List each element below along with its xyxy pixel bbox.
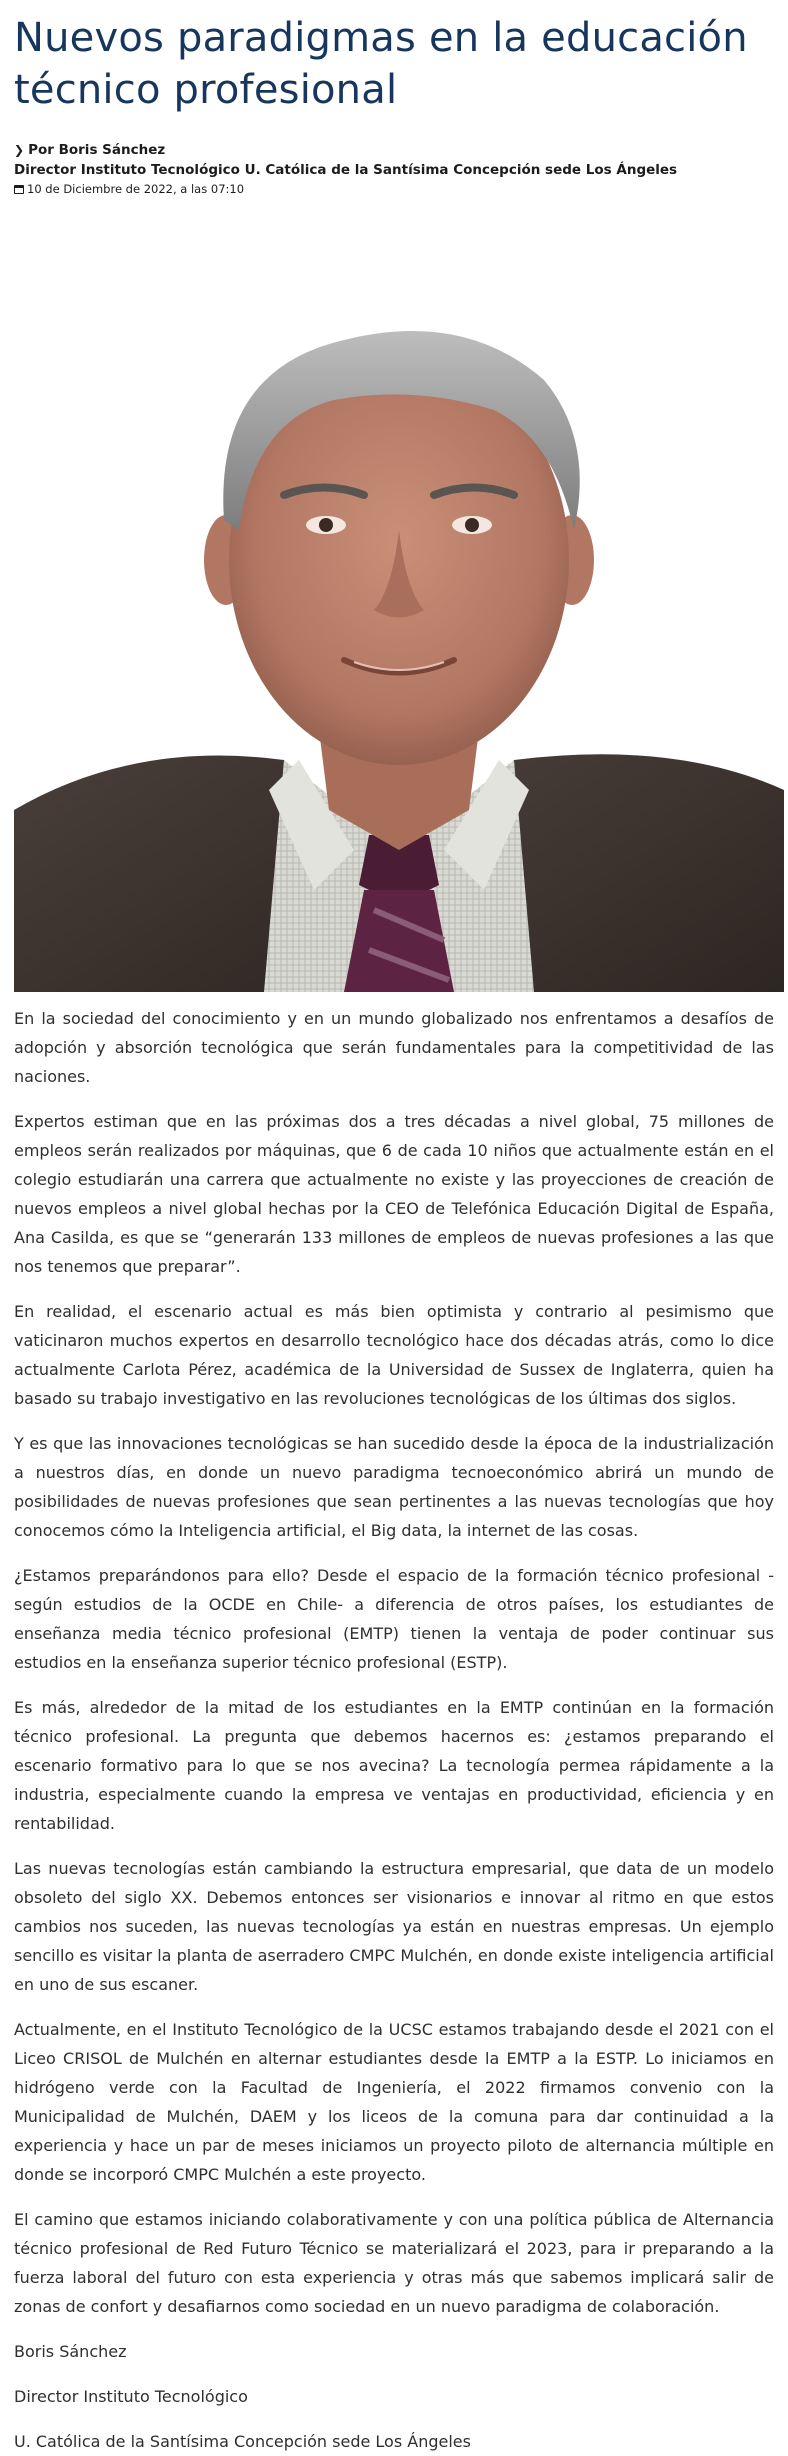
author-role: Director Instituto Tecnológico U. Católica de la Santísima Concepción sede Los Ángeles [14,162,678,178]
chevron-right-icon: ❯ [14,143,25,157]
paragraph: Y es que las innovaciones tecnológicas se han sucedido desde la época de la industrialización a nuestros días, en donde un nuevo paradigma tecnoeconómico abrirá un mundo de posibilidades de nuevas profesiones que sean pertinentes a las nuevas tecnologías que hoy conocemos cómo la Inteligencia artificial, el Big data, la internet de las cosas. [14,1434,774,1540]
paragraph: En la sociedad del conocimiento y en un mundo globalizado nos enfrentamos a desafíos de adopción y absorción tecnológica que serán fundamentales para la competitividad de las naciones. [14,1009,774,1086]
paragraph: Las nuevas tecnologías están cambiando la estructura empresarial, que data de un modelo obsoleto del siglo XX. Debemos entonces ser visionarios e innovar al ritmo en que estos cambios nos suceden, las nuevas tecnologías ya están en nuestras empresas. Un ejemplo sencillo es visitar la planta de aserradero CMPC Mulchén, en donde existe inteligencia artificial en uno de sus escaner. [14,1859,774,1994]
signature-institution: U. Católica de la Santísima Concepción sede Los Ángeles [14,2432,471,2451]
paragraph: En realidad, el escenario actual es más bien optimista y contrario al pesimismo que vaticinaron muchos expertos en desarrollo tecnológico hace dos décadas atrás, como lo dice actualmente Carlota Pérez, académica de la Universidad de Sussex de Inglaterra, quien ha basado su trabajo investigativo en las revoluciones tecnológicas de los últimas dos siglos. [14,1302,774,1408]
publish-date [14,180,774,198]
article [0,12,788,2456]
paragraph: Actualmente, en el Instituto Tecnológico de la UCSC estamos trabajando desde el 2021 con el Liceo CRISOL de Mulchén en alternar estudiantes desde la EMTP a la ESTP. Lo iniciamos en hidrógeno verde con la Facultad de Ingeniería, el 2022 firmamos convenio con la Municipalidad de Mulchén, DAEM y los liceos de la comuna para dar continuidad a la experiencia y hace un par de meses iniciamos un proyecto piloto de alternancia múltiple en donde se incorporó CMPC Mulchén a este proyecto. [14,2020,774,2184]
paragraph: Es más, alrededor de la mitad de los estudiantes en la EMTP continúan en la formación técnico profesional. La pregunta que debemos hacernos es: ¿estamos preparando el escenario formativo para lo que se nos avecina? La tecnología permea rápidamente a la industria, especialmente cuando la empresa ve ventajas en productividad, eficiencia y en rentabilidad. [14,1698,774,1833]
paragraph: El camino que estamos iniciando colaborativamente y con una política pública de Alternancia técnico profesional de Red Futuro Técnico se materializará el 2023, para ir preparando a la fuerza laboral del futuro con esta experiencia y otras más que sabemos implicará salir de zonas de confort y desafiarnos como sociedad en un nuevo paradigma de colaboración. [14,2210,774,2316]
author-photo [14,290,784,992]
publish-date-text: 10 de Diciembre de 2022, a las 07:10 [27,182,245,196]
signature-name: Boris Sánchez [14,2342,127,2361]
author-name[interactable]: Por Boris Sánchez [28,142,166,158]
signature [14,2337,774,2456]
paragraph: Expertos estiman que en las próximas dos a tres décadas a nivel global, 75 millones de empleos serán realizados por máquinas, que 6 de cada 10 niños que actualmente están en el colegio estudiarán una carrera que actualmente no existe y las proyecciones de creación de nuevos empleos a nivel global hechas por la CEO de Telefónica Educación Digital de España, Ana Casilda, es que se “generarán 133 millones de empleos de nuevas profesiones a las que nos tenemos que preparar”. [14,1112,774,1276]
article-title: Nuevos paradigmas en la educación técnico profesional [14,15,748,113]
calendar-icon [14,185,24,194]
author-line [14,140,774,160]
article-body [14,1004,774,2321]
signature-role: Director Instituto Tecnológico [14,2387,248,2406]
paragraph: ¿Estamos preparándonos para ello? Desde el espacio de la formación técnico profesional -según estudios de la OCDE en Chile- a diferencia de otros países, los estudiantes de enseñanza media técnico profesional (EMTP) tienen la ventaja de poder continuar sus estudios en la enseñanza superior técnico profesional (ESTP). [14,1566,774,1672]
portrait-image [14,290,784,992]
